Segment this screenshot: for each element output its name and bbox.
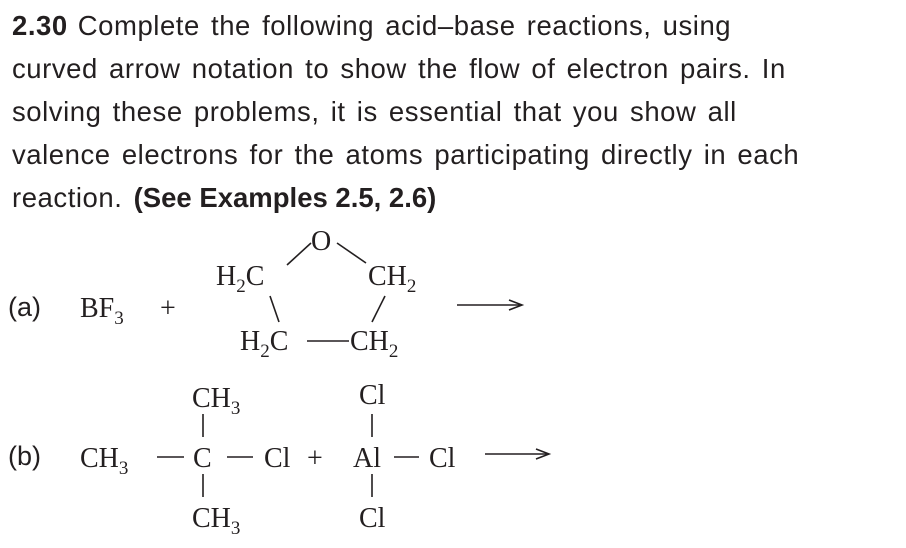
reaction-a — [80, 226, 522, 362]
plus-sign-b: + — [307, 443, 323, 474]
bond-o-upper-left — [287, 243, 311, 265]
problem-number: 2.30 — [12, 10, 68, 41]
ring-ch2-lower-left: $H_2C$ — [240, 326, 289, 362]
ring-oxygen: O — [311, 226, 332, 257]
al-bottom-cl: Cl — [359, 503, 386, 534]
problem-text-1: Complete the following acid–base reactions, using — [77, 10, 732, 41]
top-ch3: $CH_3$ — [192, 383, 241, 419]
reaction-arrow-b — [485, 449, 549, 459]
ring-ch2-lower-right: $CH_2$ — [350, 326, 399, 362]
bf3-formula: $BF_3$ — [80, 293, 124, 329]
reaction-b-label: (b) — [8, 441, 41, 471]
bottom-ch3: $CH_3$ — [192, 503, 241, 539]
problem-text-5: reaction. — [12, 182, 123, 213]
ring-ch2-upper-right: $CH_2$ — [368, 261, 417, 297]
bond-upper-right-lower-right — [372, 296, 385, 322]
problem-line-4: valence electrons for the atoms participating directly in each — [12, 139, 800, 170]
al-top-cl: Cl — [359, 380, 386, 411]
plus-sign-a: + — [160, 293, 176, 324]
left-ch3: $CH_3$ — [80, 443, 129, 479]
chlorine-on-c: Cl — [264, 443, 291, 474]
bond-upper-left-lower-left — [270, 296, 279, 322]
reaction-a-label: (a) — [8, 292, 41, 322]
bond-o-upper-right — [337, 243, 366, 263]
problem-line-3: solving these problems, it is essential that you show all — [12, 96, 737, 127]
central-carbon: C — [193, 443, 212, 474]
aluminum-atom: Al — [353, 443, 381, 474]
reaction-arrow-a — [457, 300, 522, 310]
example-reference: (See Examples 2.5, 2.6) — [133, 182, 437, 213]
problem-line-2: curved arrow notation to show the flow of electron pairs. In — [12, 53, 786, 84]
reaction-b — [80, 380, 549, 539]
al-right-cl: Cl — [429, 443, 456, 474]
ring-ch2-upper-left: $H_2C$ — [216, 261, 265, 297]
